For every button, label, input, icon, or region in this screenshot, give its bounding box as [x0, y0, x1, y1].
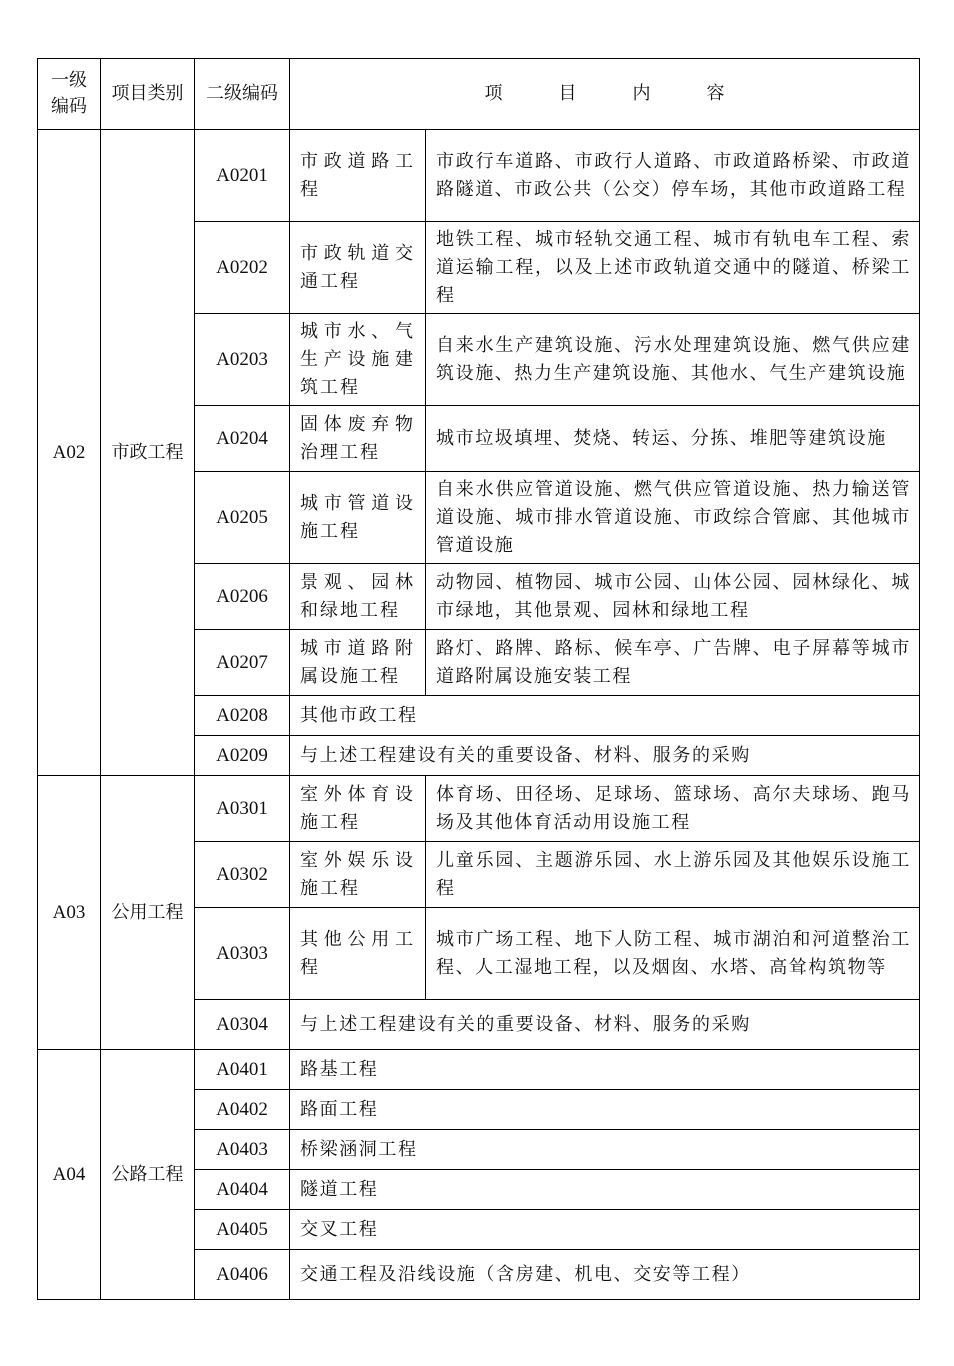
item-name: 景观、园林和绿地工程 — [290, 564, 426, 630]
item-content: 路灯、路牌、路标、候车亭、广告牌、电子屏幕等城市道路附属设施安装工程 — [426, 630, 920, 696]
header-content-char: 目 — [558, 83, 577, 104]
table-row — [38, 1050, 920, 1090]
header-category: 项目类别 — [101, 59, 195, 130]
item-name: 城市道路附属设施工程 — [290, 630, 426, 696]
table-row — [38, 130, 920, 222]
item-name: 城市管道设施工程 — [290, 472, 426, 564]
item-content: 自来水生产建筑设施、污水处理建筑设施、燃气供应建筑设施、热力生产建筑设施、其他水、气生产建筑设施 — [426, 314, 920, 406]
project-category: 公用工程 — [101, 776, 195, 1050]
item-description: 交叉工程 — [290, 1210, 920, 1250]
item-description: 与上述工程建设有关的重要设备、材料、服务的采购 — [290, 736, 920, 776]
header-content-char: 内 — [632, 83, 651, 104]
item-name: 室外体育设施工程 — [290, 776, 426, 842]
header-level2-code: 二级编码 — [195, 59, 290, 130]
project-classification-table — [37, 58, 920, 1300]
level2-code: A0204 — [195, 406, 290, 472]
level2-code: A0209 — [195, 736, 290, 776]
level2-code: A0403 — [195, 1130, 290, 1170]
item-description: 路基工程 — [290, 1050, 920, 1090]
item-content: 地铁工程、城市轻轨交通工程、城市有轨电车工程、索道运输工程，以及上述市政轨道交通中的隧道、桥梁工程 — [426, 222, 920, 314]
item-content: 市政行车道路、市政行人道路、市政道路桥梁、市政道路隧道、市政公共（公交）停车场，其他市政道路工程 — [426, 130, 920, 222]
level2-code: A0301 — [195, 776, 290, 842]
level2-code: A0208 — [195, 696, 290, 736]
item-content: 动物园、植物园、城市公园、山体公园、园林绿化、城市绿地，其他景观、园林和绿地工程 — [426, 564, 920, 630]
level2-code: A0205 — [195, 472, 290, 564]
item-content: 儿童乐园、主题游乐园、水上游乐园及其他娱乐设施工程 — [426, 842, 920, 908]
header-level1-code-line1: 一级 — [51, 70, 87, 91]
level1-code: A03 — [38, 776, 101, 1050]
item-name: 室外娱乐设施工程 — [290, 842, 426, 908]
item-description: 桥梁涵洞工程 — [290, 1130, 920, 1170]
item-content: 自来水供应管道设施、燃气供应管道设施、热力输送管道设施、城市排水管道设施、市政综合管廊、其他城市管道设施 — [426, 472, 920, 564]
project-category: 公路工程 — [101, 1050, 195, 1300]
level2-code: A0405 — [195, 1210, 290, 1250]
item-description: 交通工程及沿线设施（含房建、机电、交安等工程） — [290, 1250, 920, 1300]
level2-code: A0207 — [195, 630, 290, 696]
item-name: 市政道路工程 — [290, 130, 426, 222]
item-content: 城市垃圾填埋、焚烧、转运、分拣、堆肥等建筑设施 — [426, 406, 920, 472]
level2-code: A0303 — [195, 908, 290, 1000]
level2-code: A0401 — [195, 1050, 290, 1090]
level2-code: A0404 — [195, 1170, 290, 1210]
header-content-char: 项 — [484, 83, 503, 104]
level1-code: A04 — [38, 1050, 101, 1300]
header-level1-code — [38, 59, 101, 130]
item-description: 其他市政工程 — [290, 696, 920, 736]
level2-code: A0304 — [195, 1000, 290, 1050]
level1-code: A02 — [38, 130, 101, 776]
level2-code: A0302 — [195, 842, 290, 908]
level2-code: A0201 — [195, 130, 290, 222]
item-name: 其他公用工程 — [290, 908, 426, 1000]
level2-code: A0206 — [195, 564, 290, 630]
item-description: 隧道工程 — [290, 1170, 920, 1210]
item-description: 路面工程 — [290, 1090, 920, 1130]
item-description: 与上述工程建设有关的重要设备、材料、服务的采购 — [290, 1000, 920, 1050]
project-category: 市政工程 — [101, 130, 195, 776]
classification-document — [37, 58, 919, 1300]
item-content: 城市广场工程、地下人防工程、城市湖泊和河道整治工程、人工湿地工程，以及烟囱、水塔、高耸构筑物等 — [426, 908, 920, 1000]
item-name: 市政轨道交通工程 — [290, 222, 426, 314]
level2-code: A0202 — [195, 222, 290, 314]
item-content: 体育场、田径场、足球场、篮球场、高尔夫球场、跑马场及其他体育活动用设施工程 — [426, 776, 920, 842]
level2-code: A0203 — [195, 314, 290, 406]
header-project-content — [290, 59, 920, 130]
header-row — [38, 59, 920, 130]
table-row — [38, 776, 920, 842]
item-name: 固体废弃物治理工程 — [290, 406, 426, 472]
item-name: 城市水、气生产设施建筑工程 — [290, 314, 426, 406]
level2-code: A0402 — [195, 1090, 290, 1130]
level2-code: A0406 — [195, 1250, 290, 1300]
header-level1-code-line2: 编码 — [51, 96, 87, 117]
header-content-char: 容 — [706, 83, 725, 104]
